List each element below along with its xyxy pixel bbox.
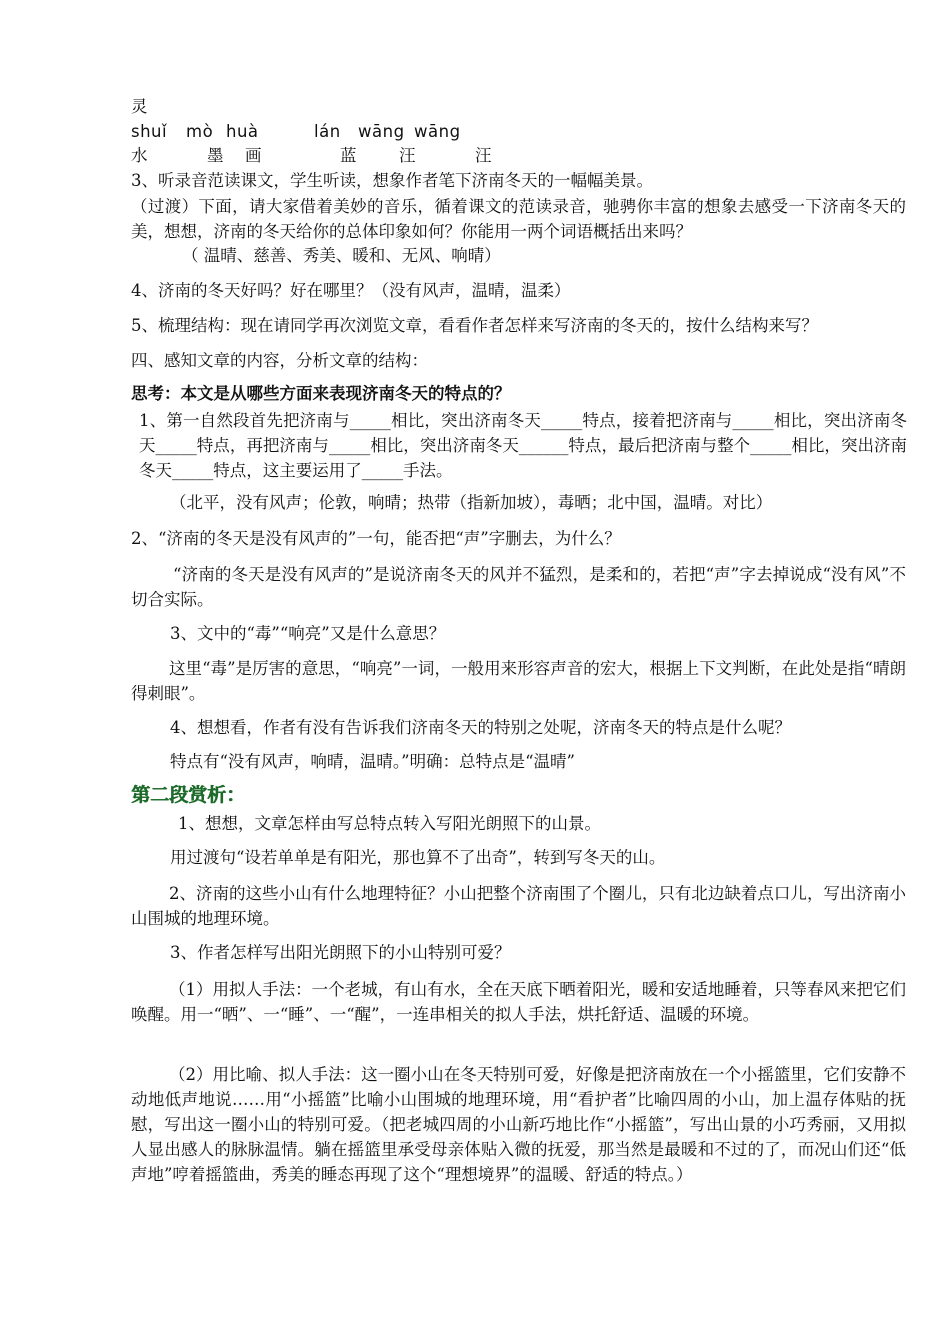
item-5: 5、梳理结构：现在请同学再次浏览文章，看看作者怎样来写济南的冬天的，按什么结构来写？ (131, 316, 818, 335)
item-3: 3、听录音范读课文，学生听读，想象作者笔下济南冬天的一幅幅美景。 (131, 171, 653, 190)
thinking-a4: 特点有“没有风声，响晴，温晴。”明确：总特点是“温晴” (170, 752, 575, 771)
pinyin-lan: lán (314, 122, 341, 141)
pinyin-wang-1: wāng (358, 122, 405, 141)
second-paragraph-1: （1）用拟人手法：一个老城，有山有水，全在天底下晒着阳光，暖和安适地睡着，只等春风来把它们唤醒。用一“晒”、一“睡”、一“醒”，一连串相关的拟人手法，烘托舒适、温暖的环境。 (131, 980, 906, 1024)
thinking-q4: 4、想想看，作者有没有告诉我们济南冬天的特别之处呢，济南冬天的特点是什么呢？ (170, 718, 791, 737)
thinking-a3: 这里“毒”是厉害的意思，“响亮”一词，一般用来形容声音的宏大，根据上下文判断，在此处是指“晴朗得刺眼”。 (131, 659, 906, 703)
item-4: 4、济南的冬天好吗？好在哪里？（没有风声，温晴，温柔） (131, 281, 571, 300)
hanzi-shui: 水 (131, 146, 148, 165)
second-section-heading: 第二段赏析： (131, 784, 246, 806)
thinking-a2: “济南的冬天是没有风声的”是说济南冬天的风并不猛烈，是柔和的，若把“声”字去掉说成“没有风”不切合实际。 (131, 565, 906, 609)
thinking-a1: （北平，没有风声；伦敦，响晴；热带（指新加坡），毒晒；北中国，温晴。对比） (170, 493, 773, 512)
thinking-q1: 1、第一自然段首先把济南与_____相比，突出济南冬天_____特点，接着把济南与_____相比，突出济南冬天_____特点，再把济南与_____相比，突出济南冬天______特点，最后把济南与整个_____相比，突出济南冬天_____特点，这主要运用了_____手法。 (139, 411, 907, 480)
pinyin-shui: shuǐ (131, 122, 168, 141)
hanzi-hua: 画 (245, 146, 262, 165)
hanzi-mo: 墨 (207, 146, 224, 165)
second-q1: 1、想想，文章怎样由写总特点转入写阳光朗照下的山景。 (178, 814, 601, 833)
part-four: 四、感知文章的内容，分析文章的结构： (131, 351, 428, 370)
pinyin-wang-2: wāng (414, 122, 461, 141)
hanzi-wang-1: 汪 (399, 146, 416, 165)
second-q3: 3、作者怎样写出阳光朗照下的小山特别可爱？ (170, 943, 511, 962)
second-a1: 用过渡句“设若单单是有阳光，那也算不了出奇”，转到写冬天的山。 (170, 848, 666, 867)
answer-3: （ 温晴、慈善、秀美、暖和、无风、响晴） (182, 246, 501, 265)
hanzi-wang-2: 汪 (475, 146, 492, 165)
pinyin-hua: huà (226, 122, 259, 141)
thinking-q3: 3、文中的“毒”“响亮”又是什么意思？ (170, 624, 446, 643)
thinking-q2: 2、“济南的冬天是没有风声的”一句，能否把“声”字删去，为什么？ (131, 529, 621, 548)
thinking-title: 思考：本文是从哪些方面来表现济南冬天的特点的？ (131, 384, 511, 403)
top-char: 灵 (131, 97, 148, 116)
second-paragraph-2: （2）用比喻、拟人手法：这一圈小山在冬天特别可爱，好像是把济南放在一个小摇篮里，它们安静不动地低声地说……用“小摇篮”比喻小山围城的地理环境，用“看护者”比喻四周的小山，加上温存体贴的抚慰，写出这一圈小山的特别可爱。（把老城四周的小山新巧地比作“小摇篮”，写出山景的小巧秀丽，又用拟人显出感人的脉脉温情。躺在摇篮里承受母亲体贴入微的抚爱，那当然是最暖和不过的了，而况山们还“低声地”哼着摇篮曲，秀美的睡态再现了这个“理想境界”的温暖、舒适的特点。） (131, 1065, 906, 1184)
transition-paragraph: （过渡）下面，请大家借着美妙的音乐，循着课文的范读录音，驰骋你丰富的想象去感受一下济南冬天的美，想想，济南的冬天给你的总体印象如何？你能用一两个词语概括出来吗？ (131, 197, 906, 241)
second-q2: 2、济南的这些小山有什么地理特征？小山把整个济南围了个圈儿，只有北边缺着点口儿，写出济南小山围城的地理环境。 (131, 884, 906, 928)
hanzi-lan: 蓝 (340, 146, 357, 165)
pinyin-mo: mò (186, 122, 214, 141)
